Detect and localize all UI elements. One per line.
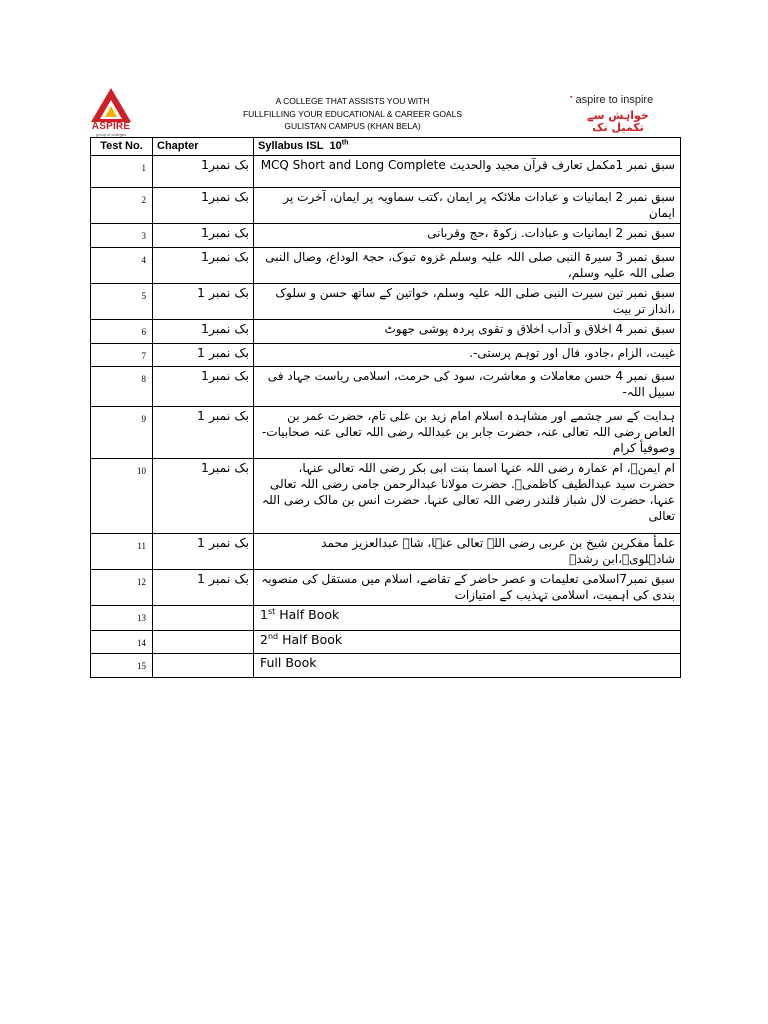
test-number: 1: [91, 156, 153, 188]
grade-number: 10: [329, 140, 342, 152]
syllabus-cell: [254, 606, 681, 631]
syllabus-cell: سبق نمبر 1مکمل تعارف قرآن مجید والحدیث MCQ Short and Long Complete: [254, 156, 681, 188]
chapter-cell: بک نمبر 1: [153, 534, 254, 570]
college-line-2: FULLFILLING YOUR EDUCATIONAL & CAREER GOALS: [242, 108, 462, 119]
college-line-3: GULISTAN CAMPUS (KHAN BELA): [284, 121, 421, 131]
syllabus-cell: ہدایت کے سر چشمے اور مشاہدہ اسلام امام زید بن علی تام، حضرت عمر بن العاص رضی اللہ تعالی عنہ، حضرت جابر بن عبداللہ رضی اللہ تعالی عنہ صحابیات-وصوفیأ کرام: [254, 407, 681, 459]
header-chapter: Chapter: [153, 138, 254, 156]
chapter-cell: [153, 631, 254, 654]
table-row: [91, 631, 681, 654]
college-heading: [230, 95, 475, 133]
syllabus-cell: سبق نمبر 3 سیرۃ النبی صلی اللہ علیہ وسلم غزوہ تبوک، حجۃ الوداع، وصال النبی صلی اللہ علیہ وسلم،: [254, 248, 681, 284]
table-row: [91, 188, 681, 224]
table-row: [91, 570, 681, 606]
table-row: [91, 606, 681, 631]
half-book-label: Half Book: [278, 632, 343, 647]
college-line-1: A COLLEGE THAT ASSISTS YOU WITH: [275, 96, 430, 106]
logo-subtext: group of colleges: [95, 132, 127, 137]
syllabus-cell: غیبت، الزام ،جادو، فال اور توہم پرستی-.: [254, 344, 681, 367]
table-row: [91, 156, 681, 188]
table-header-row: [91, 138, 681, 156]
syllabus-cell: سبق نمبر تین سیرت النبی صلی اللہ علیہ وسلم، خواتین کے ساتھ حسن و سلوک ،انداز تر بیت: [254, 284, 681, 320]
half-book-label: Half Book: [275, 607, 340, 622]
syllabus-cell: سبق نمبر 2 ایمانیات و عبادات. زکوۃ ،حج وقربانی: [254, 224, 681, 248]
table-row: [91, 534, 681, 570]
test-number: 11: [91, 534, 153, 570]
table-row: [91, 224, 681, 248]
table-row: [91, 344, 681, 367]
chapter-cell: بک نمبر 1: [153, 407, 254, 459]
test-number: 2: [91, 188, 153, 224]
test-number: 5: [91, 284, 153, 320]
header-test-no: Test No.: [91, 138, 153, 156]
chapter-cell: بک نمبر1: [153, 320, 254, 344]
chapter-cell: بک نمبر 1: [153, 344, 254, 367]
test-number: 3: [91, 224, 153, 248]
test-number: 4: [91, 248, 153, 284]
urdu-tagline-line-2: تکمیل تک: [592, 121, 644, 134]
syllabus-cell: سبق نمبر7اسلامی تعلیمات و عصر حاضر کے تقاضے، اسلام میں مستقل کی منصوبہ بندی کی اہمیت، اسلامی تہذیب کے امتیازات: [254, 570, 681, 606]
table-row: [91, 367, 681, 407]
table-row: [91, 654, 681, 678]
chapter-cell: بک نمبر1: [153, 248, 254, 284]
dot-icon: ▪: [570, 94, 573, 101]
header-syllabus: [254, 138, 681, 156]
chapter-cell: [153, 606, 254, 631]
chapter-cell: بک نمبر1: [153, 224, 254, 248]
chapter-cell: بک نمبر1: [153, 188, 254, 224]
syllabus-cell: Full Book: [254, 654, 681, 678]
test-number: 14: [91, 631, 153, 654]
chapter-cell: بک نمبر 1: [153, 284, 254, 320]
table-row: [91, 459, 681, 534]
table-row: [91, 407, 681, 459]
syllabus-cell: ام ایمنؓ، ام عمارہ رضی اللہ عنہا اسما بنت ابی بکر رضی اللہ تعالی عنہا، حضرت سید عبدالطیف کاظمیؒ. حضرت مولانا عبدالرحمن جامی رضی اللہ تعالی عنہا، حضرت لال شباز قلندر رضی اللہ تعالی عنہا. حضرت انس بن مالک رضی اللہ تعالی: [254, 459, 681, 534]
logo-text: ASPIRE: [91, 121, 131, 132]
syllabus-title: Syllabus ISL: [258, 140, 324, 152]
syllabus-table: [90, 137, 681, 678]
chapter-cell: [153, 654, 254, 678]
ordinal-suffix: st: [267, 606, 276, 616]
syllabus-cell: سبق نمبر 4 حسن معاملات و معاشرت، سود کی حرمت، اسلامی ریاست جہاد فی سبیل اللہ-: [254, 367, 681, 407]
test-number: 7: [91, 344, 153, 367]
brand-tagline: [570, 94, 653, 106]
table-row: [91, 320, 681, 344]
chapter-cell: بک نمبر1: [153, 156, 254, 188]
half-number: 1: [260, 607, 268, 622]
brand-urdu-tagline: [578, 110, 658, 134]
test-number: 13: [91, 606, 153, 631]
test-number: 12: [91, 570, 153, 606]
table-row: [91, 284, 681, 320]
table-row: [91, 248, 681, 284]
test-number: 6: [91, 320, 153, 344]
test-number: 9: [91, 407, 153, 459]
test-number: 15: [91, 654, 153, 678]
test-number: 10: [91, 459, 153, 534]
tagline-text: aspire to inspire: [575, 94, 654, 106]
syllabus-cell: سبق نمبر 2 ایمانیات و عبادات ملائکہ پر ایمان ،کتب سماویہ پر ایمان، آخرت پر ایمان: [254, 188, 681, 224]
chapter-cell: بک نمبر1: [153, 367, 254, 407]
chapter-cell: بک نمبر 1: [153, 570, 254, 606]
ordinal-suffix: nd: [267, 631, 279, 641]
chapter-cell: بک نمبر1: [153, 459, 254, 534]
syllabus-cell: علمأ مفکرین شیخ بن عربی رضی اللہ تعالی عنہا، شاہ عبدالعزیز محمد شادہلویؒ،ابن رشدؒ: [254, 534, 681, 570]
test-number: 8: [91, 367, 153, 407]
syllabus-cell: سبق نمبر 4 اخلاق و آداب اخلاق و تقوی پردہ پوشی جھوٹ: [254, 320, 681, 344]
urdu-tagline-line-1: خواہش سے: [587, 109, 649, 122]
syllabus-cell: [254, 631, 681, 654]
grade-suffix: th: [341, 139, 349, 147]
half-number: 2: [260, 632, 268, 647]
